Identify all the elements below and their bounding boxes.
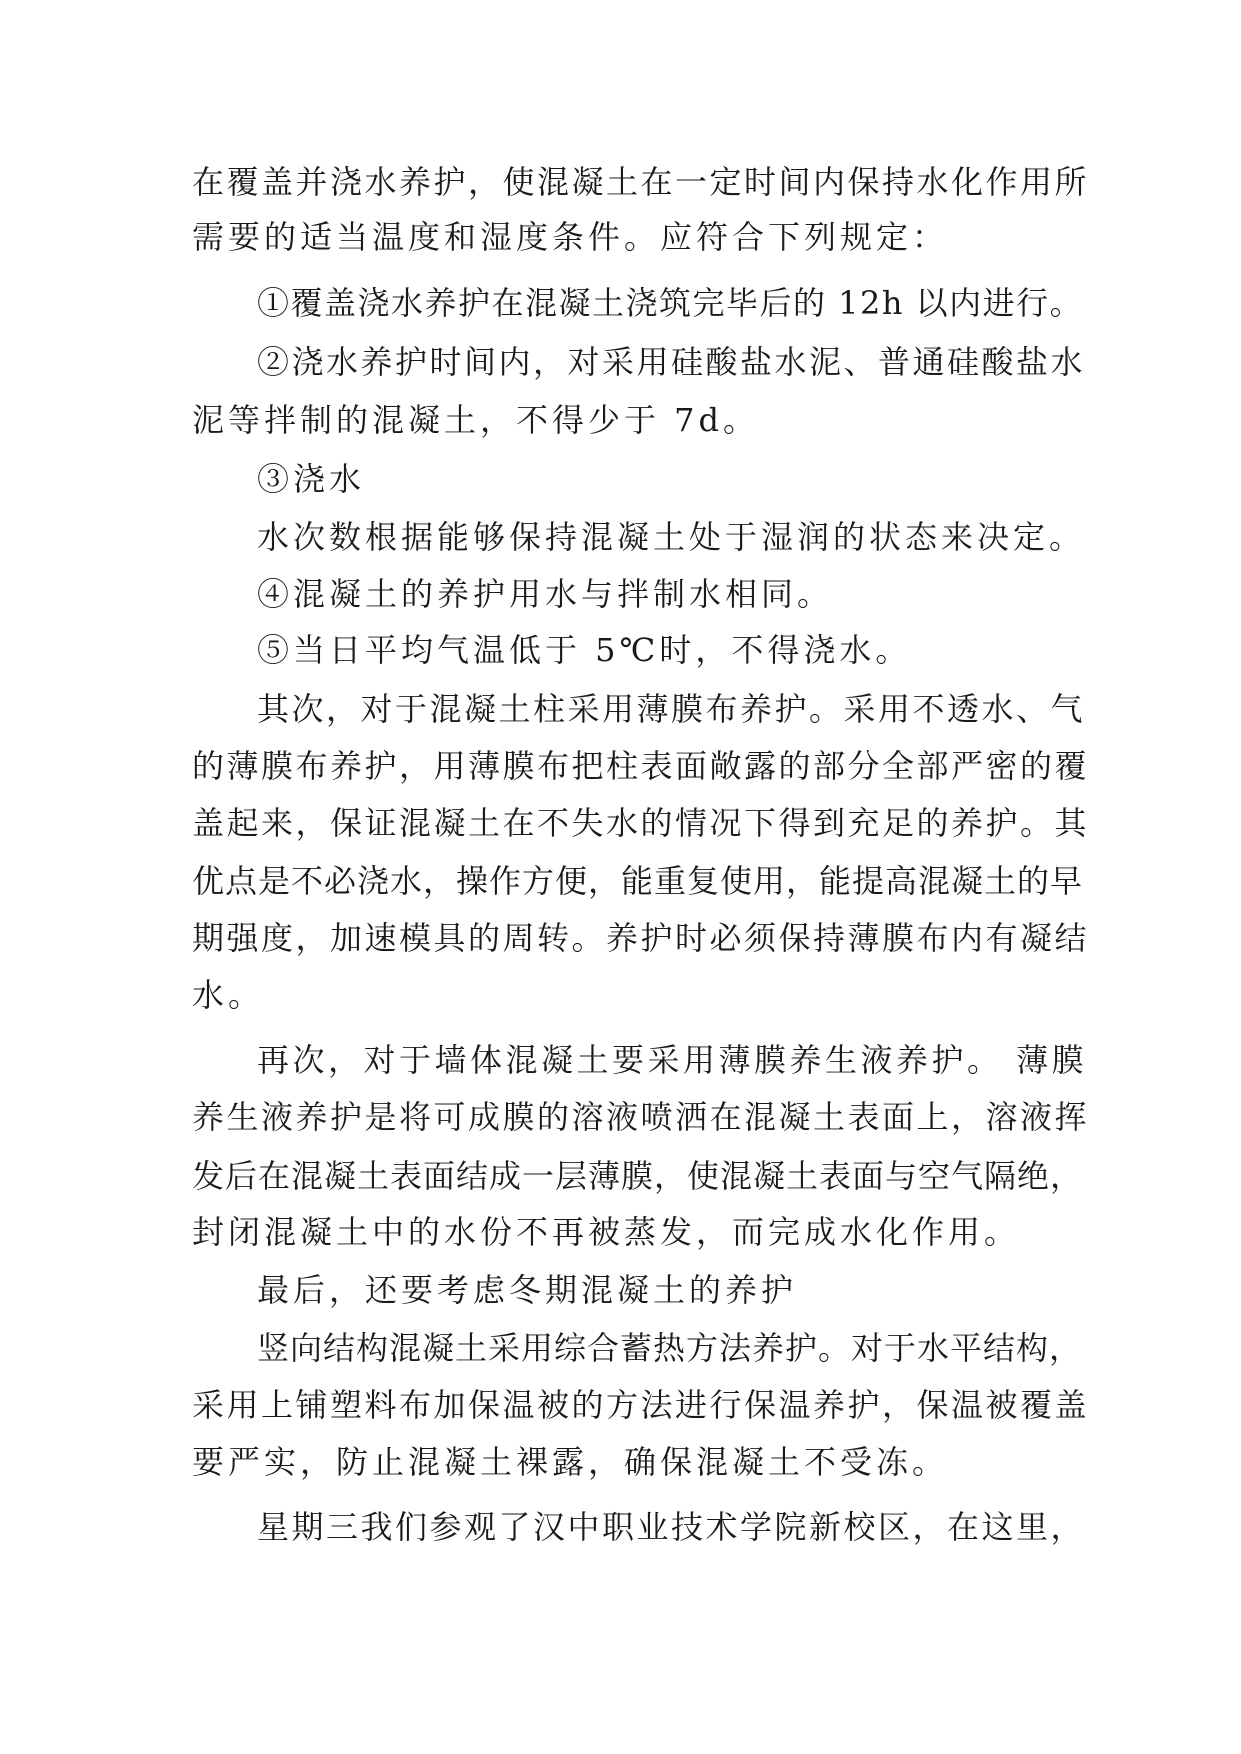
text-line: ④混凝土的养护用水与拌制水相同。 — [257, 575, 834, 613]
text-line: 采用上铺塑料布加保温被的方法进行保温养护，保温被覆盖 — [192, 1386, 1090, 1424]
text-line: ①覆盖浇水养护在混凝土浇筑完毕后的 12h 以内进行。 — [257, 284, 1084, 322]
text-line: 竖向结构混凝土采用综合蓄热方法养护。对于水平结构， — [257, 1329, 1083, 1367]
text-line: 最后，还要考虑冬期混凝土的养护 — [257, 1271, 798, 1309]
text-line: 封闭混凝土中的水份不再被蒸发，而完成水化作用。 — [192, 1213, 1021, 1251]
text-line: ⑤当日平均气温低于 5℃时，不得浇水。 — [257, 631, 912, 669]
text-line: 泥等拌制的混凝土，不得少于 7d。 — [192, 401, 760, 439]
text-line: 养生液养护是将可成膜的溶液喷洒在混凝土表面上，溶液挥 — [192, 1098, 1090, 1136]
text-line: 星期三我们参观了汉中职业技术学院新校区，在这里， — [257, 1508, 1086, 1546]
text-line: 再次，对于墙体混凝土要采用薄膜养生液养护。 薄膜 — [257, 1041, 1088, 1079]
text-line: 水次数根据能够保持混凝土处于湿润的状态来决定。 — [257, 518, 1086, 556]
text-line: 水。 — [192, 976, 265, 1014]
text-line: 在覆盖并浇水养护，使混凝土在一定时间内保持水化作用所 — [192, 163, 1090, 201]
text-line: 其次，对于混凝土柱采用薄膜布养护。采用不透水、气 — [257, 690, 1086, 728]
text-line: 发后在混凝土表面结成一层薄膜，使混凝土表面与空气隔绝， — [192, 1157, 1084, 1195]
text-line: ②浇水养护时间内，对采用硅酸盐水泥、普通硅酸盐水 — [257, 343, 1086, 381]
text-line: 需要的适当温度和湿度条件。应符合下列规定： — [192, 218, 949, 256]
text-line: 要严实，防止混凝土裸露，确保混凝土不受冻。 — [192, 1443, 949, 1481]
text-line: 的薄膜布养护，用薄膜布把柱表面敞露的部分全部严密的覆 — [192, 747, 1090, 785]
text-line: 盖起来，保证混凝土在不失水的情况下得到充足的养护。其 — [192, 804, 1090, 842]
text-line: 优点是不必浇水，操作方便，能重复使用，能提高混凝土的早 — [192, 862, 1084, 900]
text-line: ③浇水 — [257, 460, 366, 498]
text-line: 期强度，加速模具的周转。养护时必须保持薄膜布内有凝结 — [192, 919, 1090, 957]
